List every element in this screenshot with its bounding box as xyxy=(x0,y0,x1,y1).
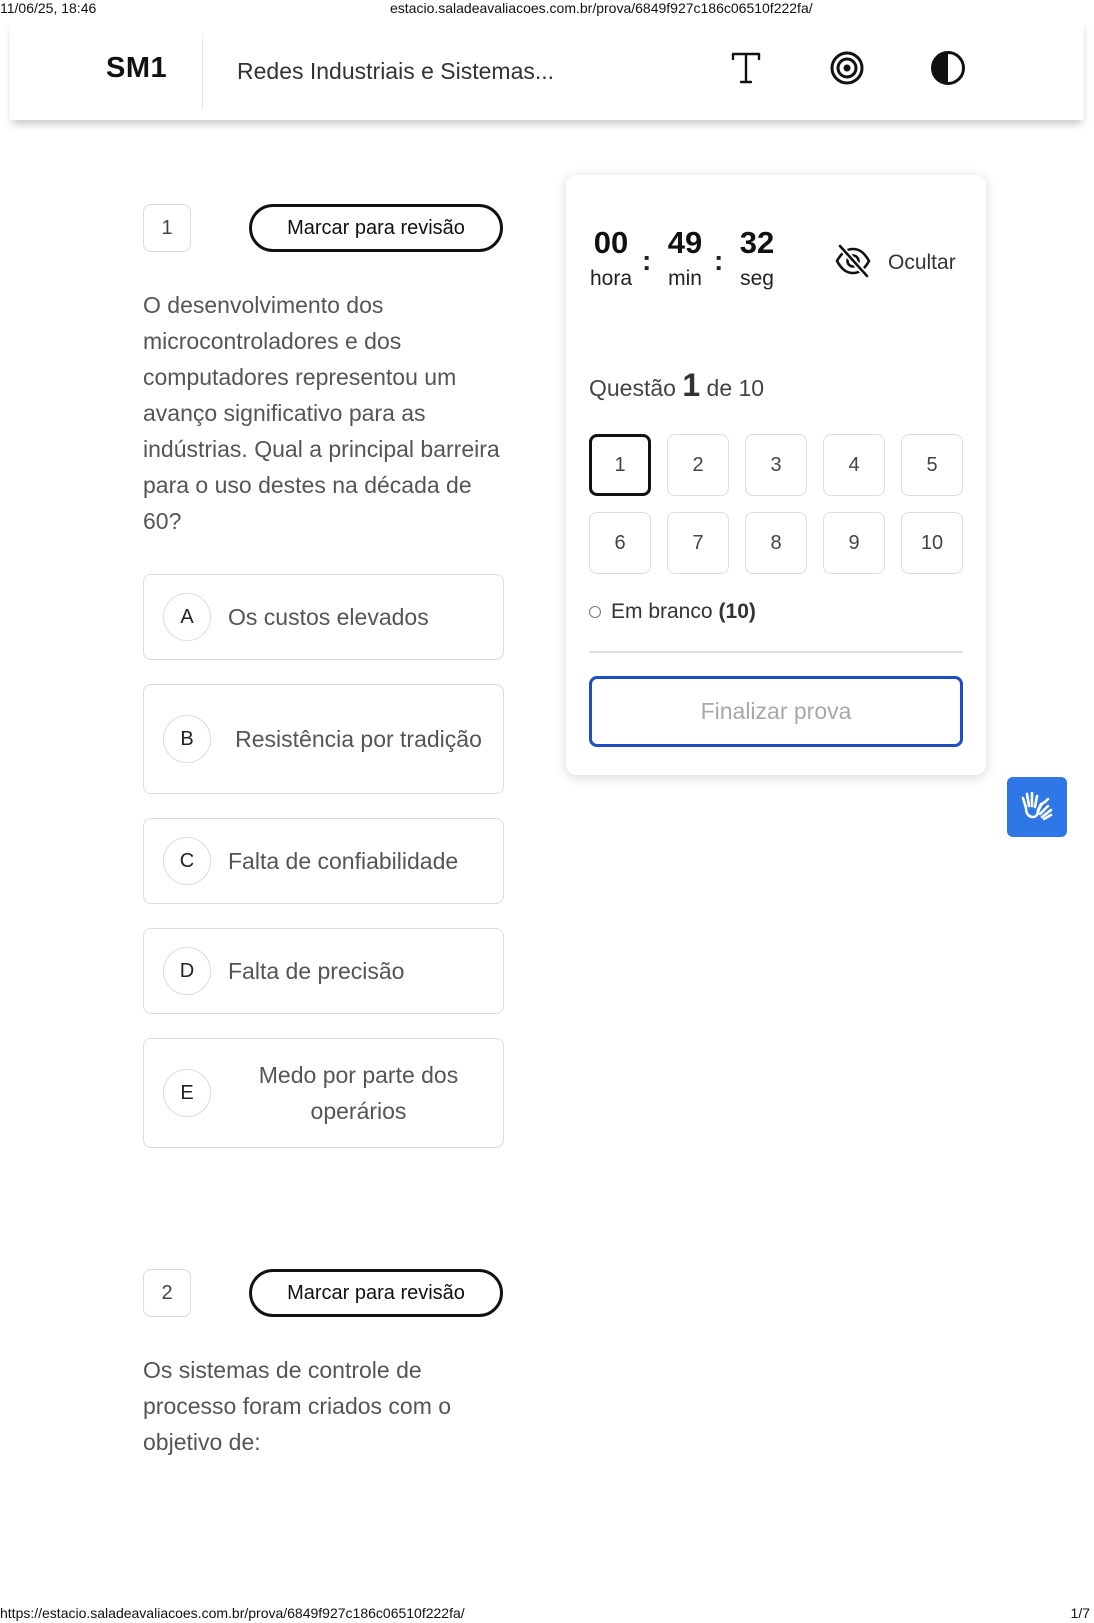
timer-seconds-label: seg xyxy=(740,267,774,290)
nav-question-3[interactable]: 3 xyxy=(745,434,807,496)
option-text-d: Falta de precisão xyxy=(228,958,405,984)
question-text-1: O desenvolvimento dos microcontroladores e dos computadores representou um avanço significativo para as indústrias. Qual a principal barreira para o uso destes na década de 60? xyxy=(143,292,500,534)
option-b[interactable] xyxy=(143,684,504,794)
header-divider xyxy=(202,38,203,110)
font-size-icon[interactable] xyxy=(726,48,766,88)
hide-timer-label: Ocultar xyxy=(888,251,956,274)
print-header-url: estacio.saladeavaliacoes.com.br/prova/6849f927c186c06510f222fa/ xyxy=(390,0,813,16)
print-footer xyxy=(0,1603,1094,1623)
logo: SM1 xyxy=(106,52,168,84)
option-text-a: Os custos elevados xyxy=(228,604,429,630)
option-text-b: Resistência por tradição xyxy=(235,726,482,752)
blank-count: (10) xyxy=(718,600,756,623)
timer-seconds-value: 32 xyxy=(739,225,775,260)
option-e[interactable] xyxy=(143,1038,504,1148)
option-letter-e: E xyxy=(163,1069,211,1117)
question-number-1: 1 xyxy=(143,204,191,252)
timer-separator: : xyxy=(714,245,724,276)
option-letter-a: A xyxy=(163,593,211,641)
option-c[interactable] xyxy=(143,818,504,904)
top-bar xyxy=(10,20,1084,120)
timer-seconds xyxy=(732,225,782,291)
timer-separator: : xyxy=(642,245,652,276)
hide-timer-button[interactable] xyxy=(834,243,974,283)
blank-dot-icon xyxy=(589,606,601,618)
nav-question-9[interactable]: 9 xyxy=(823,512,885,574)
nav-question-7[interactable]: 7 xyxy=(667,512,729,574)
option-letter-c: C xyxy=(163,837,211,885)
blank-label: Em branco xyxy=(611,600,713,623)
question-counter xyxy=(589,367,764,404)
question-counter-prefix: Questão xyxy=(589,375,676,401)
exam-side-panel xyxy=(566,175,986,775)
course-title: Redes Industriais e Sistemas... xyxy=(237,58,555,84)
target-icon[interactable] xyxy=(827,48,867,88)
question-text-2: Os sistemas de controle de processo foram criados com o objetivo de: xyxy=(143,1357,452,1455)
timer-minutes xyxy=(660,225,710,291)
nav-question-8[interactable]: 8 xyxy=(745,512,807,574)
sign-language-button[interactable] xyxy=(1007,777,1067,837)
blank-status xyxy=(589,600,756,624)
option-d[interactable] xyxy=(143,928,504,1014)
nav-question-5[interactable]: 5 xyxy=(901,434,963,496)
panel-divider xyxy=(589,651,963,653)
nav-question-2[interactable]: 2 xyxy=(667,434,729,496)
question-counter-current: 1 xyxy=(682,367,701,403)
sign-language-hands-icon xyxy=(1018,786,1056,829)
question-counter-suffix: de 10 xyxy=(706,375,765,401)
option-text-c: Falta de confiabilidade xyxy=(228,848,459,874)
timer-hours-value: 00 xyxy=(593,225,629,260)
print-date: 11/06/25, 18:46 xyxy=(0,0,97,16)
nav-question-4[interactable]: 4 xyxy=(823,434,885,496)
mark-review-button-1[interactable]: Marcar para revisão xyxy=(249,204,503,252)
nav-question-1[interactable]: 1 xyxy=(589,434,651,496)
eye-off-icon xyxy=(834,243,872,284)
option-a[interactable] xyxy=(143,574,504,660)
option-text-e: Medo por parte dos operários xyxy=(258,1062,459,1124)
option-letter-b: B xyxy=(163,715,211,763)
print-header xyxy=(0,0,1094,18)
mark-review-button-2[interactable]: Marcar para revisão xyxy=(249,1269,503,1317)
nav-question-10[interactable]: 10 xyxy=(901,512,963,574)
timer-hours-label: hora xyxy=(589,267,633,290)
option-letter-d: D xyxy=(163,947,211,995)
question-number-2: 2 xyxy=(143,1269,191,1317)
timer-minutes-value: 49 xyxy=(667,225,703,260)
timer-hours xyxy=(586,225,636,291)
print-footer-url: https://estacio.saladeavaliacoes.com.br/prova/6849f927c186c06510f222fa/ xyxy=(0,1605,465,1621)
print-page-number: 1/7 xyxy=(1070,1605,1090,1621)
nav-question-6[interactable]: 6 xyxy=(589,512,651,574)
contrast-icon[interactable] xyxy=(928,48,968,88)
finish-exam-button[interactable]: Finalizar prova xyxy=(589,676,963,747)
timer-minutes-label: min xyxy=(668,267,702,290)
